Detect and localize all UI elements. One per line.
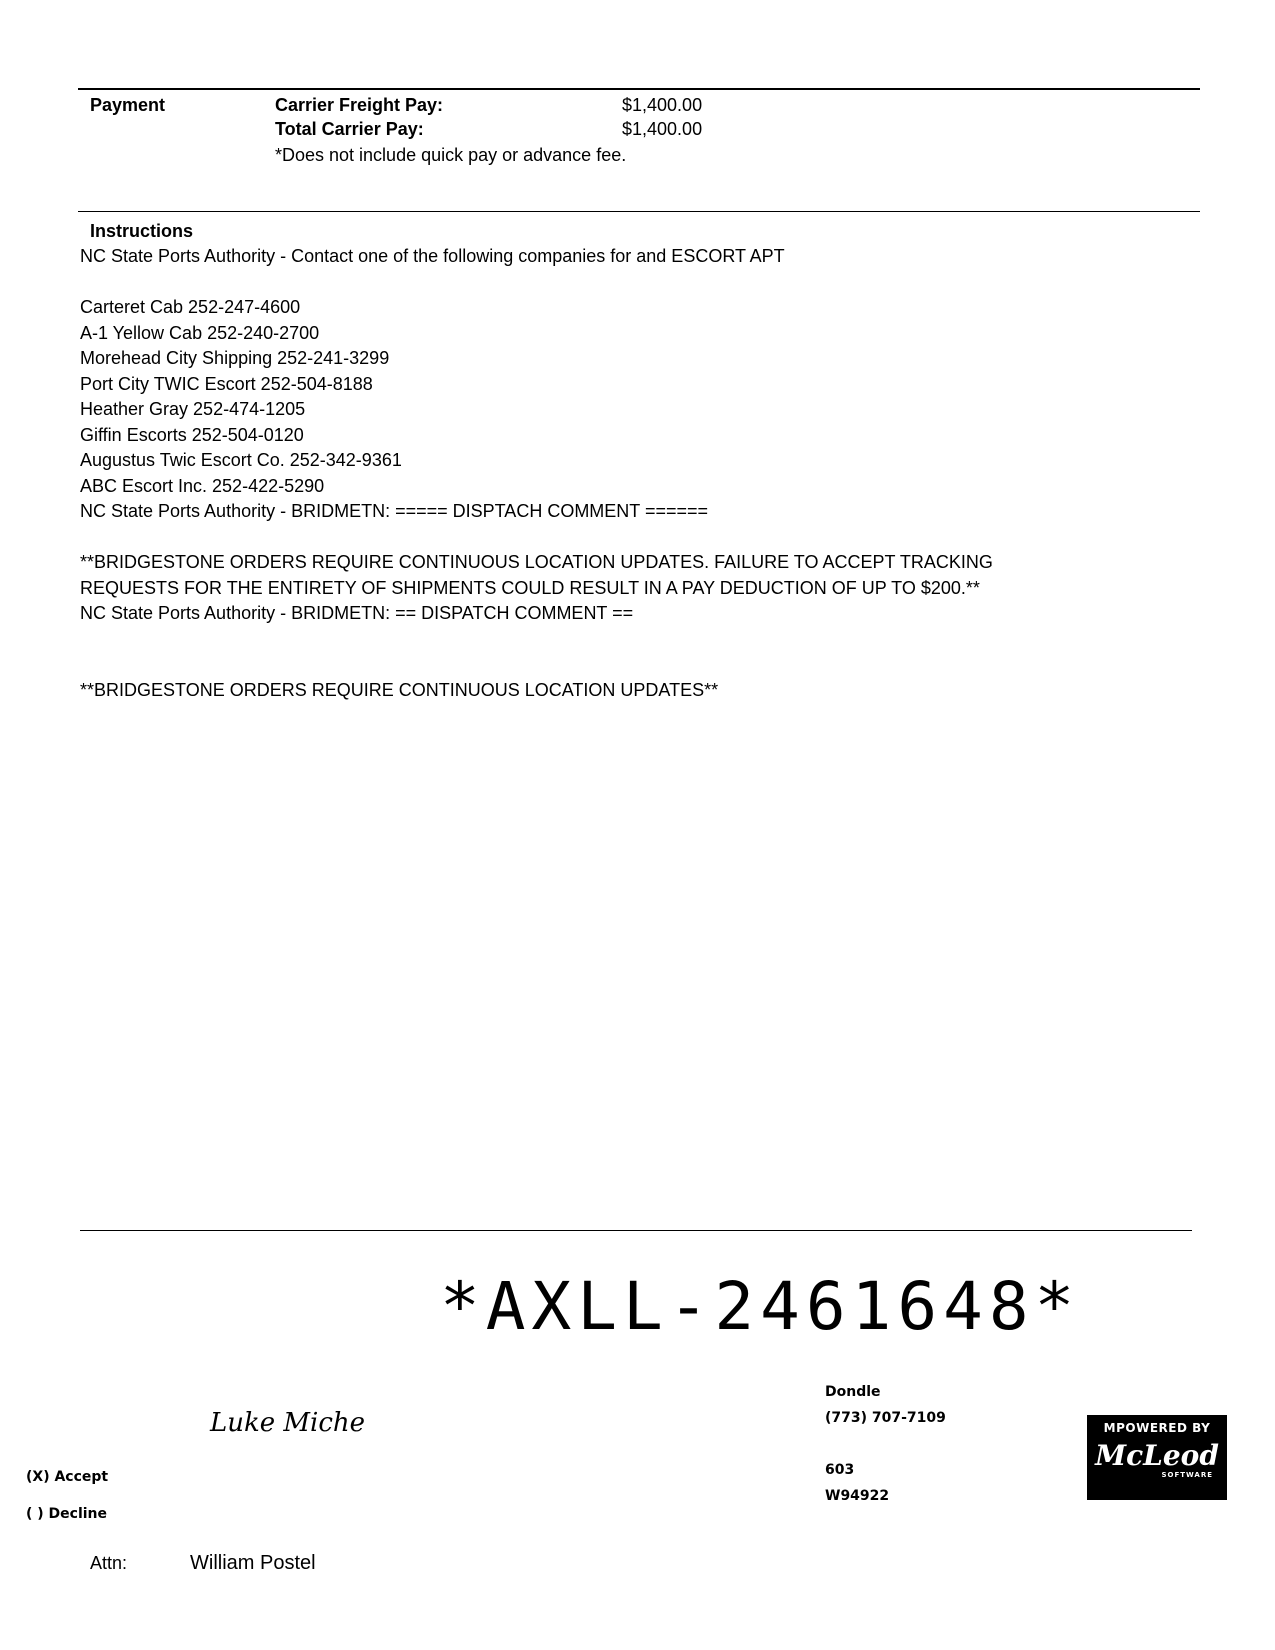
- instruction-line: REQUESTS FOR THE ENTIRETY OF SHIPMENTS COULD RESULT IN A PAY DEDUCTION OF UP TO $200.**: [80, 577, 980, 598]
- mcleod-logo: [1087, 1415, 1227, 1500]
- instructions-divider: [78, 211, 1200, 212]
- logo-brand-text: McLeod: [1095, 1439, 1219, 1472]
- instruction-line: Carteret Cab 252-247-4600: [80, 297, 301, 317]
- top-divider: [78, 88, 1200, 90]
- instruction-blank: [80, 627, 1210, 653]
- instructions-body: [80, 244, 1210, 703]
- instruction-line: Port City TWIC Escort 252-504-8188: [80, 373, 373, 394]
- instructions-heading: Instructions: [90, 221, 194, 241]
- instruction-line: NC State Ports Authority - Contact one of the following companies for and ESCORT APT: [80, 246, 785, 266]
- logo-sub-text: SOFTWARE: [1161, 1471, 1213, 1479]
- instruction-line: NC State Ports Authority - BRIDMETN: ===== DISPTACH COMMENT ======: [80, 501, 709, 521]
- instruction-line: Giffin Escorts 252-504-0120: [80, 424, 304, 445]
- contact-company: Dondle: [825, 1384, 881, 1400]
- barcode-reference: *AXLL-2461648*: [440, 1268, 1081, 1345]
- contact-code-1: 603: [825, 1462, 855, 1478]
- logo-top-text: MPOWERED BY: [1103, 1421, 1211, 1435]
- instruction-line: **BRIDGESTONE ORDERS REQUIRE CONTINUOUS LOCATION UPDATES. FAILURE TO ACCEPT TRACKING: [80, 552, 993, 572]
- carrier-freight-pay-value: $1,400.00: [622, 95, 703, 115]
- attn-name: William Postel: [190, 1552, 316, 1574]
- instruction-blank: [80, 270, 1210, 296]
- total-carrier-pay-label: Total Carrier Pay:: [275, 119, 424, 139]
- carrier-freight-pay-label: Carrier Freight Pay:: [275, 95, 444, 115]
- instruction-blank: [80, 652, 1210, 678]
- instruction-line: A-1 Yellow Cab 252-240-2700: [80, 322, 320, 343]
- decline-option[interactable]: ( ) Decline: [26, 1506, 108, 1522]
- signature: Luke Miche: [210, 1408, 366, 1438]
- total-carrier-pay-value: $1,400.00: [622, 119, 703, 139]
- attn-label: Attn:: [90, 1553, 128, 1573]
- instruction-line: Heather Gray 252-474-1205: [80, 399, 306, 419]
- instruction-line: ABC Escort Inc. 252-422-5290: [80, 475, 325, 496]
- payment-section-label: Payment: [90, 95, 166, 115]
- accept-option[interactable]: (X) Accept: [26, 1469, 109, 1485]
- payment-footnote: *Does not include quick pay or advance fee.: [275, 145, 627, 165]
- contact-code-2: W94922: [825, 1488, 890, 1504]
- instruction-line: NC State Ports Authority - BRIDMETN: == DISPATCH COMMENT ==: [80, 603, 634, 623]
- footer-divider: [80, 1230, 1192, 1231]
- instruction-line: Morehead City Shipping 252-241-3299: [80, 348, 390, 368]
- instruction-blank: [80, 525, 1210, 551]
- contact-phone: (773) 707-7109: [825, 1410, 946, 1426]
- instruction-line: Augustus Twic Escort Co. 252-342-9361: [80, 450, 402, 470]
- instruction-line: **BRIDGESTONE ORDERS REQUIRE CONTINUOUS LOCATION UPDATES**: [80, 679, 719, 700]
